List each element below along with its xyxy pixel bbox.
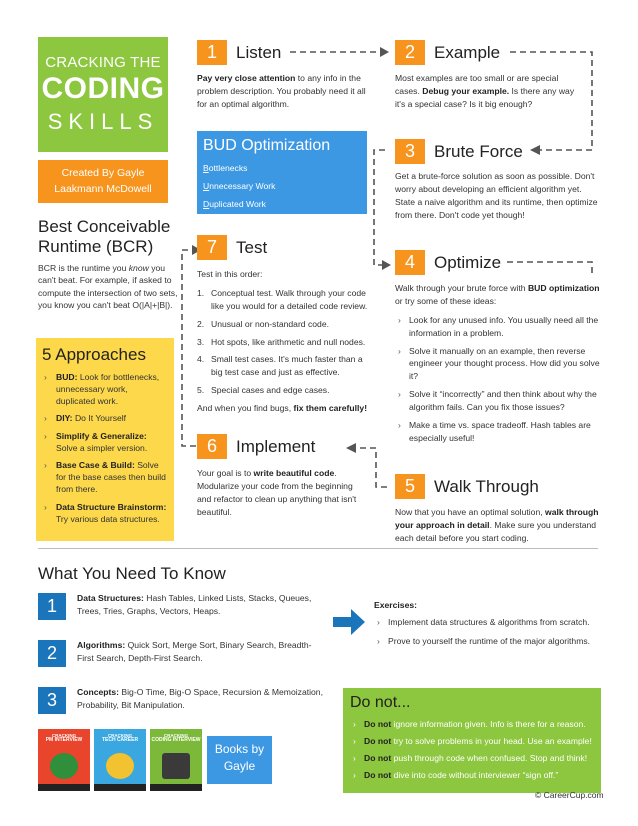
book-title-line-2: TECH CAREER — [101, 737, 139, 744]
list-item — [197, 336, 375, 349]
step-text: or try some of these ideas: — [395, 295, 497, 306]
step-number-badge: 2 — [395, 40, 425, 65]
step-bold: Debug your example. — [422, 85, 510, 96]
books-label-line-1: Books by — [214, 742, 265, 756]
bcr-text-b: you can't beat. For example, if asked to compute the intersection of two sets, you know you can't beat O(|A|+|B|). — [38, 263, 178, 311]
list-item — [350, 769, 594, 782]
bcr-text-a: BCR is the runtime you — [38, 263, 129, 273]
arrowhead-icon — [346, 443, 356, 453]
list-item — [350, 735, 594, 748]
step-implement-text — [197, 467, 369, 519]
step-title: Test — [236, 237, 268, 257]
books-label-line-2: Gayle — [223, 759, 256, 774]
know-bold: Data Structures: — [77, 593, 144, 603]
list-item — [197, 384, 375, 397]
bud-word: nnecessary Work — [209, 181, 276, 192]
step-text: . Make sure you understand each detail before you start coding. — [395, 519, 597, 543]
know-item-text — [77, 639, 327, 665]
do-not-text: ignore information given. Info is there for a reason. — [391, 719, 586, 730]
step-title: Implement — [236, 436, 316, 456]
step-text: And when you find bugs, — [197, 403, 294, 414]
step-title: Optimize — [434, 252, 502, 272]
do-not-bold: Do not — [364, 736, 392, 747]
item-text: Special cases and edge cases. — [211, 385, 330, 396]
step-text: . Modularize your code from the beginning and refactor to clean up anything that isn't beautiful. — [197, 468, 357, 517]
know-text: Big-O Time, Big-O Space, Recursion & Memoization, Probability, Bit Manipulation. — [77, 687, 323, 710]
approach-text: Look for bottlenecks, unnecessary work, duplicated work. — [56, 371, 160, 407]
step-listen-text — [197, 72, 369, 111]
bud-title: BUD Optimization — [203, 137, 331, 154]
bcr-title-line-1: Best Conceivable — [38, 217, 171, 236]
list-item — [350, 718, 594, 731]
step-example-header — [395, 40, 500, 65]
arrowhead-icon — [382, 260, 391, 270]
step-bold: BUD optimization — [527, 283, 600, 293]
approach-bold: DIY: — [56, 413, 73, 424]
step-walk-through-text — [395, 506, 603, 545]
step-title: Walk Through — [434, 476, 539, 496]
arrowhead-icon — [380, 47, 389, 57]
know-text: Quick Sort, Merge Sort, Binary Search, Breadth-First Search, Depth-First Search. — [77, 640, 312, 663]
book-cover-career — [94, 729, 146, 791]
title-line-2: CODING — [41, 72, 165, 105]
list-item: › Make a time vs. space tradeoff. Hash tables are especially useful! — [395, 419, 603, 445]
do-not-bold: Do not — [364, 770, 392, 781]
do-not-bold: Do not — [364, 719, 392, 730]
do-not-text: dive into code without interviewer “sign off.” — [391, 770, 559, 781]
step-text: Most examples are too small or are special cases. — [395, 73, 559, 96]
arrowhead-icon — [530, 145, 540, 155]
step-number-badge: 1 — [197, 40, 227, 65]
bcr-title-line-2: Runtime (BCR) — [38, 237, 154, 257]
approach-text: Try various data structures. — [56, 513, 160, 524]
know-bold: Algorithms: — [77, 640, 126, 650]
item-text: Conceptual test. Walk through your code like you would for a detailed code review. — [211, 287, 368, 311]
step-number-badge: 6 — [197, 434, 227, 459]
book-title-line-2: PM INTERVIEW — [45, 737, 83, 744]
do-not-box — [343, 688, 601, 793]
approach-text: Solve a simpler version. — [56, 442, 148, 453]
step-number-badge: 3 — [395, 139, 425, 164]
step-optimize-header — [395, 250, 501, 275]
section-divider — [38, 548, 598, 549]
arrow-right-icon — [333, 609, 365, 635]
item-text: Small test cases. It's much faster than a big test case and just as effective. — [211, 354, 363, 378]
title-line-3: SKILLS — [47, 108, 159, 134]
book-title-line-1: CRACKING — [163, 733, 189, 738]
author-line-2: Laakmann McDowell — [54, 183, 152, 196]
do-not-text: try to solve problems in your head. Use an example! — [391, 736, 592, 747]
approach-bold: Data Structure Brainstorm: — [56, 501, 167, 512]
step-text: Now that you have an optimal solution, — [395, 507, 546, 517]
book-title-line-1: CRACKING — [51, 733, 77, 738]
approach-bold: BUD: — [56, 371, 78, 382]
step-title: Brute Force — [434, 141, 523, 161]
title-line-1: CRACKING THE — [45, 54, 161, 71]
step-number-badge: 5 — [395, 474, 425, 499]
step-text: Is there any way it's a special case? Is it big enough? — [395, 85, 575, 109]
list-item — [350, 752, 594, 765]
step-number-badge: 7 — [197, 235, 227, 260]
book-title-line-2: CODING INTERVIEW — [151, 737, 201, 744]
approach-text: Do It Yourself — [72, 413, 127, 424]
approach-bold: Simplify & Generalize: — [56, 430, 147, 441]
item-text: Hot spots, like arithmetic and null nodes. — [211, 336, 366, 347]
item-number: 5. — [197, 385, 205, 396]
book-art-icon — [162, 753, 190, 779]
know-number-badge: 2 — [38, 640, 66, 667]
bud-letter: U — [203, 181, 210, 192]
book-art-icon — [50, 753, 78, 779]
step-test-header — [197, 235, 267, 260]
step-brute-force-text: Get a brute-force solution as soon as possible. Don't worry about developing an efficient algorithm yet. State a naive algorithm and its runtime, then optimize from there. Don't code yet though! — [395, 171, 598, 220]
step-example-text — [395, 72, 585, 111]
step-bold: Pay very close attention — [197, 73, 296, 83]
bud-item — [203, 180, 361, 192]
book-strip — [38, 784, 90, 791]
test-outro — [197, 402, 375, 415]
book-cover-pm — [38, 729, 90, 791]
step-title: Example — [434, 42, 501, 62]
bud-letter: B — [203, 163, 209, 174]
list-item: › Look for any unused info. You usually need all the information in a problem. — [395, 314, 603, 340]
step-bold: write beautiful code — [253, 468, 335, 478]
author-line-1: Created By Gayle — [61, 167, 145, 179]
do-not-text: push through code when confused. Stop and think! — [391, 753, 588, 764]
book-strip — [150, 784, 202, 791]
step-text: Walk through your brute force with — [395, 283, 528, 293]
know-item-text — [77, 686, 327, 712]
approach-bold: Base Case & Build: — [56, 460, 135, 471]
do-not-bold: Do not — [364, 753, 392, 764]
bcr-text-em: know — [128, 263, 149, 273]
list-item: › Implement data structures & algorithms from scratch. — [374, 616, 604, 629]
test-list — [197, 287, 375, 397]
do-not-list — [350, 718, 594, 782]
book-art-icon — [106, 753, 134, 779]
books-by-gayle-label — [207, 736, 272, 784]
exercises-list — [374, 616, 604, 654]
list-item — [197, 287, 375, 313]
item-text: Unusual or non-standard code. — [211, 318, 330, 329]
step-walk-through-header — [395, 474, 539, 499]
know-text: Hash Tables, Linked Lists, Stacks, Queues, Trees, Tries, Graphs, Vectors, Heaps. — [77, 593, 312, 616]
list-item: › Prove to yourself the runtime of the major algorithms. — [374, 635, 604, 648]
copyright: © CareerCup.com — [535, 790, 604, 800]
exercises-title: Exercises: — [374, 600, 418, 610]
list-item: › Solve it “incorrectly” and then think about why the algorithm fails. Can you fix those issues? — [395, 388, 603, 414]
list-item: › Solve it manually on an example, then reverse engineer your thought process. How did you solve it? — [395, 345, 603, 384]
book-title-line-1: CRACKING — [107, 733, 133, 738]
list-item — [197, 353, 375, 379]
step-title: Listen — [236, 42, 282, 62]
step-number-badge: 4 — [395, 250, 425, 275]
do-not-title: Do not... — [350, 694, 411, 711]
step-listen-header — [197, 40, 281, 65]
bud-item — [203, 162, 361, 174]
step-test-text — [197, 268, 375, 415]
know-bold: Concepts: — [77, 687, 120, 697]
step-implement-header — [197, 434, 315, 459]
know-number-badge: 1 — [38, 593, 66, 620]
optimize-list — [395, 314, 603, 445]
step-text: to any info in the problem description. You probably need it all for an optimal algorithm. — [197, 73, 366, 109]
optimize-intro — [395, 282, 603, 308]
item-number: 4. — [197, 354, 205, 365]
item-number: 3. — [197, 336, 205, 347]
step-optimize-text — [395, 282, 603, 450]
approaches-title: 5 Approaches — [42, 345, 146, 364]
know-number-badge: 3 — [38, 687, 66, 714]
know-item-text — [77, 592, 327, 618]
step-brute-force-header — [395, 139, 523, 164]
bud-word: uplicated Work — [209, 199, 266, 210]
step-bold: fix them carefully! — [293, 403, 368, 414]
bud-box — [197, 131, 367, 214]
approach-text: Solve for the base cases then build from there. — [56, 460, 166, 495]
know-section-title: What You Need To Know — [38, 564, 226, 583]
list-item — [197, 318, 375, 331]
step-bold: walk through your approach in detail — [395, 507, 599, 530]
test-intro: Test in this order: — [197, 269, 263, 279]
book-cover-coding — [150, 729, 202, 791]
bud-word: ottlenecks — [208, 163, 248, 174]
step-text: Your goal is to — [197, 468, 254, 478]
bud-letter: D — [203, 199, 210, 210]
item-number: 1. — [197, 287, 205, 298]
book-strip — [94, 784, 146, 791]
bud-item — [203, 198, 361, 210]
item-number: 2. — [197, 318, 205, 329]
